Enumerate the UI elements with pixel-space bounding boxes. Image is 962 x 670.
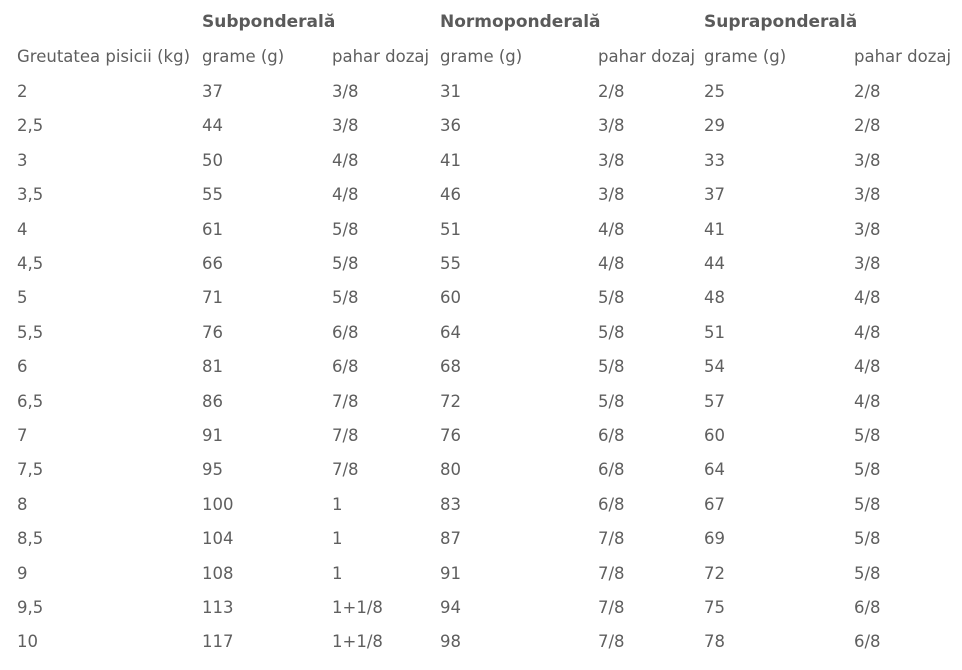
table-cell: 25 (704, 82, 725, 101)
table-cell: 48 (704, 288, 725, 308)
column-header: pahar dozaj (332, 47, 430, 66)
table-cell: 81 (202, 357, 223, 377)
table-cell: 3/8 (598, 185, 625, 205)
table-cell: 5/8 (854, 426, 881, 445)
row-weight-cell: 7 (17, 426, 28, 445)
table-cell: 5/8 (854, 460, 881, 480)
table-cell: 1 (332, 563, 343, 583)
table-cell: 3/8 (854, 254, 881, 273)
row-weight-cell: 8,5 (17, 529, 44, 549)
table-cell: 72 (704, 563, 725, 583)
table-cell: 2/8 (854, 82, 881, 101)
table-cell: 108 (202, 563, 234, 583)
table-cell: 104 (202, 529, 234, 549)
table-cell: 3/8 (332, 82, 359, 101)
table-cell: 55 (202, 185, 223, 205)
table-cell: 3/8 (854, 219, 881, 239)
table-cell: 94 (440, 598, 461, 617)
column-header: Greutatea pisicii (kg) (17, 47, 191, 66)
table-cell: 7/8 (598, 563, 625, 583)
table-cell: 6/8 (598, 494, 625, 514)
table-cell: 64 (704, 460, 725, 480)
table-cell: 7/8 (332, 426, 359, 445)
table-cell: 86 (202, 391, 223, 411)
table-cell: 7/8 (598, 632, 625, 652)
table-cell: 46 (440, 185, 461, 205)
table-cell: 5/8 (854, 529, 881, 549)
table-cell: 5/8 (598, 288, 625, 308)
row-weight-cell: 2,5 (17, 116, 44, 136)
row-weight-cell: 10 (17, 632, 38, 652)
table-cell: 5/8 (332, 288, 359, 308)
table-cell: 91 (440, 563, 461, 583)
table-cell: 3/8 (598, 116, 625, 136)
table-cell: 36 (440, 116, 461, 136)
table-cell: 5/8 (598, 357, 625, 377)
table-cell: 5/8 (598, 391, 625, 411)
table-cell: 5/8 (854, 494, 881, 514)
table-cell: 33 (704, 150, 725, 170)
table-cell: 71 (202, 288, 223, 308)
table-cell: 7/8 (598, 529, 625, 549)
row-weight-cell: 5 (17, 288, 28, 308)
table-cell: 4/8 (854, 391, 881, 411)
row-weight-cell: 8 (17, 494, 28, 514)
table-cell: 1 (332, 494, 343, 514)
table-cell: 4/8 (332, 185, 359, 205)
table-cell: 7/8 (332, 460, 359, 480)
table-cell: 98 (440, 632, 461, 652)
table-cell: 4/8 (854, 357, 881, 377)
table-cell: 54 (704, 357, 725, 377)
table-cell: 1 (332, 529, 343, 549)
table-cell: 66 (202, 254, 223, 273)
table-cell: 51 (440, 219, 461, 239)
table-cell: 60 (440, 288, 461, 308)
table-cell: 83 (440, 494, 461, 514)
table-cell: 4/8 (598, 219, 625, 239)
table-cell: 76 (202, 322, 223, 342)
table-cell: 3/8 (598, 150, 625, 170)
table-cell: 7/8 (598, 598, 625, 617)
table-cell: 6/8 (854, 598, 881, 617)
row-weight-cell: 7,5 (17, 460, 44, 480)
table-cell: 5/8 (598, 322, 625, 342)
column-header: grame (g) (440, 47, 523, 66)
row-weight-cell: 3,5 (17, 185, 44, 205)
table-cell: 113 (202, 598, 234, 617)
table-cell: 50 (202, 150, 223, 170)
table-cell: 95 (202, 460, 223, 480)
table-cell: 6/8 (332, 322, 359, 342)
table-cell: 80 (440, 460, 461, 480)
table-cell: 3/8 (854, 185, 881, 205)
row-weight-cell: 6 (17, 357, 28, 377)
table-cell: 29 (704, 116, 725, 136)
table-cell: 117 (202, 632, 234, 652)
table-cell: 31 (440, 82, 461, 101)
table-cell: 91 (202, 426, 223, 445)
table-cell: 37 (202, 82, 223, 101)
table-cell: 72 (440, 391, 461, 411)
table-cell: 37 (704, 185, 725, 205)
table-cell: 5/8 (332, 254, 359, 273)
column-header: pahar dozaj (598, 47, 696, 66)
table-cell: 87 (440, 529, 461, 549)
table-cell: 100 (202, 494, 234, 514)
row-weight-cell: 9 (17, 563, 28, 583)
table-cell: 1+1/8 (332, 598, 383, 617)
table-cell: 55 (440, 254, 461, 273)
table-cell: 2/8 (854, 116, 881, 136)
table-cell: 64 (440, 322, 461, 342)
row-weight-cell: 2 (17, 82, 28, 101)
table-cell: 67 (704, 494, 725, 514)
group-header: Supraponderală (704, 12, 858, 32)
table-cell: 4/8 (854, 288, 881, 308)
table-cell: 3/8 (854, 150, 881, 170)
table-cell: 2/8 (598, 82, 625, 101)
row-weight-cell: 6,5 (17, 391, 44, 411)
table-cell: 57 (704, 391, 725, 411)
table-cell: 4/8 (598, 254, 625, 273)
table-cell: 5/8 (332, 219, 359, 239)
row-weight-cell: 9,5 (17, 598, 44, 617)
table-cell: 5/8 (854, 563, 881, 583)
group-header: Normoponderală (440, 12, 601, 32)
table-cell: 44 (704, 254, 725, 273)
row-weight-cell: 4,5 (17, 254, 44, 273)
group-header: Subponderală (202, 12, 336, 32)
table-cell: 44 (202, 116, 223, 136)
table-cell: 51 (704, 322, 725, 342)
table-cell: 6/8 (854, 632, 881, 652)
table-cell: 7/8 (332, 391, 359, 411)
table-cell: 1+1/8 (332, 632, 383, 652)
table-cell: 3/8 (332, 116, 359, 136)
row-weight-cell: 4 (17, 219, 28, 239)
table-cell: 6/8 (598, 426, 625, 445)
table-cell: 4/8 (854, 322, 881, 342)
table-cell: 41 (440, 150, 461, 170)
table-cell: 76 (440, 426, 461, 445)
table-cell: 4/8 (332, 150, 359, 170)
table-cell: 41 (704, 219, 725, 239)
table-cell: 69 (704, 529, 725, 549)
table-cell: 60 (704, 426, 725, 445)
row-weight-cell: 3 (17, 150, 28, 170)
table-cell: 75 (704, 598, 725, 617)
table-cell: 6/8 (332, 357, 359, 377)
row-weight-cell: 5,5 (17, 322, 44, 342)
column-header: grame (g) (202, 47, 285, 66)
column-header: pahar dozaj (854, 47, 952, 66)
table-cell: 61 (202, 219, 223, 239)
table-cell: 78 (704, 632, 725, 652)
table-cell: 68 (440, 357, 461, 377)
column-header: grame (g) (704, 47, 787, 66)
table-cell: 6/8 (598, 460, 625, 480)
